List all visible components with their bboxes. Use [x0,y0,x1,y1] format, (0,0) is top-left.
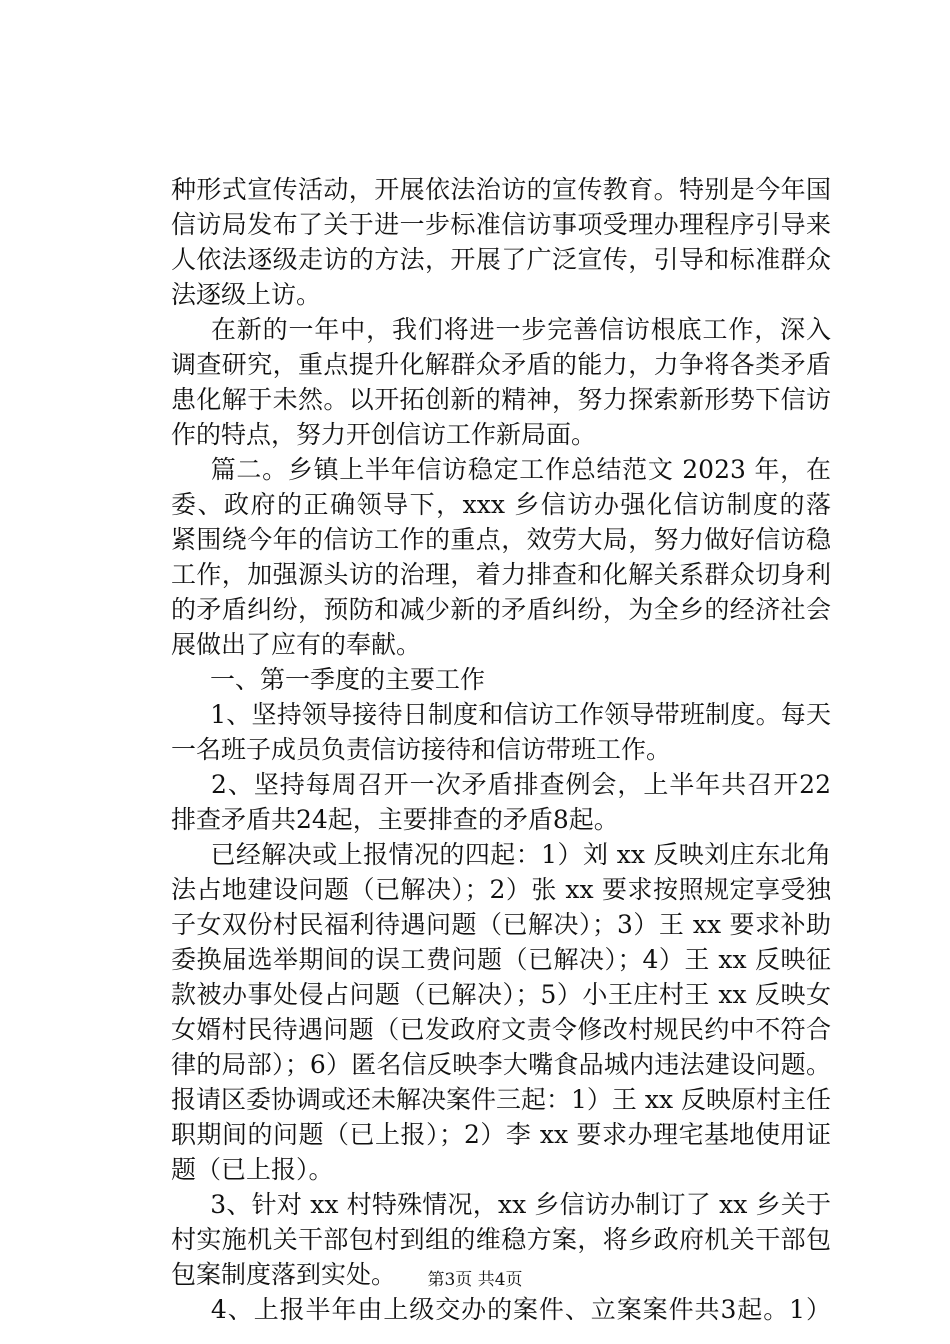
text-line: 篇二。乡镇上半年信访稳定工作总结范文 2023 年，在 [210,455,831,484]
text-line: 题（已上报）。 [171,1155,334,1184]
text-line: 信访局发布了关于进一步标准信访事项受理办理程序引导来 [171,210,831,239]
text-line: 委换届选举期间的误工费问题（已解决）；4）王 xx 反映征 [171,945,831,974]
text-line: 3、针对 xx 村特殊情况，xx 乡信访办制订了 xx 乡关于 [210,1190,831,1219]
text-line: 报请区委协调或还未解决案件三起：1）王 xx 反映原村主任 [171,1085,831,1114]
text-line: 一名班子成员负责信访接待和信访带班工作。 [171,735,672,764]
section-heading: 一、第一季度的主要工作 [185,665,486,694]
page-number-footer: 第3页 共4页 [427,1270,523,1290]
text-line: 1、坚持领导接待日制度和信访工作领导带班制度。每天 [210,700,831,729]
text-line: 村实施机关干部包村到组的维稳方案，将乡政府机关干部包 [171,1225,831,1254]
text-line: 已经解决或上报情况的四起：1）刘 xx 反映刘庄东北角 [210,840,831,869]
text-line: 作的特点，努力开创信访工作新局面。 [171,420,597,449]
text-line: 女婿村民待遇问题（已发政府文责令修改村规民约中不符合 [171,1015,831,1044]
text-line: 工作，加强源头访的治理，着力排查和化解关系群众切身利 [171,560,831,589]
text-line: 紧围绕今年的信访工作的重点，效劳大局，努力做好信访稳 [171,525,831,554]
text-line: 排查矛盾共24起，主要排查的矛盾8起。 [171,805,619,834]
text-line: 调查研究，重点提升化解群众矛盾的能力，力争将各类矛盾 [171,350,831,379]
text-line: 职期间的问题（已上报）；2）李 xx 要求办理宅基地使用证 [171,1120,831,1149]
text-line: 展做出了应有的奉献。 [171,630,422,659]
text-line: 患化解于未然。以开拓创新的精神，努力探索新形势下信访 [171,385,831,414]
text-line: 在新的一年中，我们将进一步完善信访根底工作，深入 [210,315,831,344]
document-body [171,172,831,1327]
text-line: 人依法逐级走访的方法，开展了广泛宣传，引导和标准群众 [171,245,831,274]
text-line: 的矛盾纠纷，预防和减少新的矛盾纠纷，为全乡的经济社会 [171,595,831,624]
text-line: 子女双份村民福利待遇问题（已解决）；3）王 xx 要求补助 [171,910,831,939]
text-line: 法占地建设问题（已解决）；2）张 xx 要求按照规定享受独 [171,875,831,904]
text-line: 4、上报半年由上级交办的案件、立案案件共3起。1） [210,1295,831,1324]
text-line: 委、政府的正确领导下，xxx 乡信访办强化信访制度的落 [171,490,831,519]
text-line: 法逐级上访。 [171,280,322,309]
text-line: 律的局部）；6）匿名信反映李大嘴食品城内违法建设问题。 [171,1050,831,1079]
text-line: 2、坚持每周召开一次矛盾排查例会，上半年共召开22 [210,770,831,799]
text-line: 包案制度落到实处。 [171,1260,397,1289]
text-line: 款被办事处侵占问题（已解决）；5）小王庄村王 xx 反映女 [171,980,831,1009]
text-line: 种形式宣传活动，开展依法治访的宣传教育。特别是今年国 [171,175,831,204]
